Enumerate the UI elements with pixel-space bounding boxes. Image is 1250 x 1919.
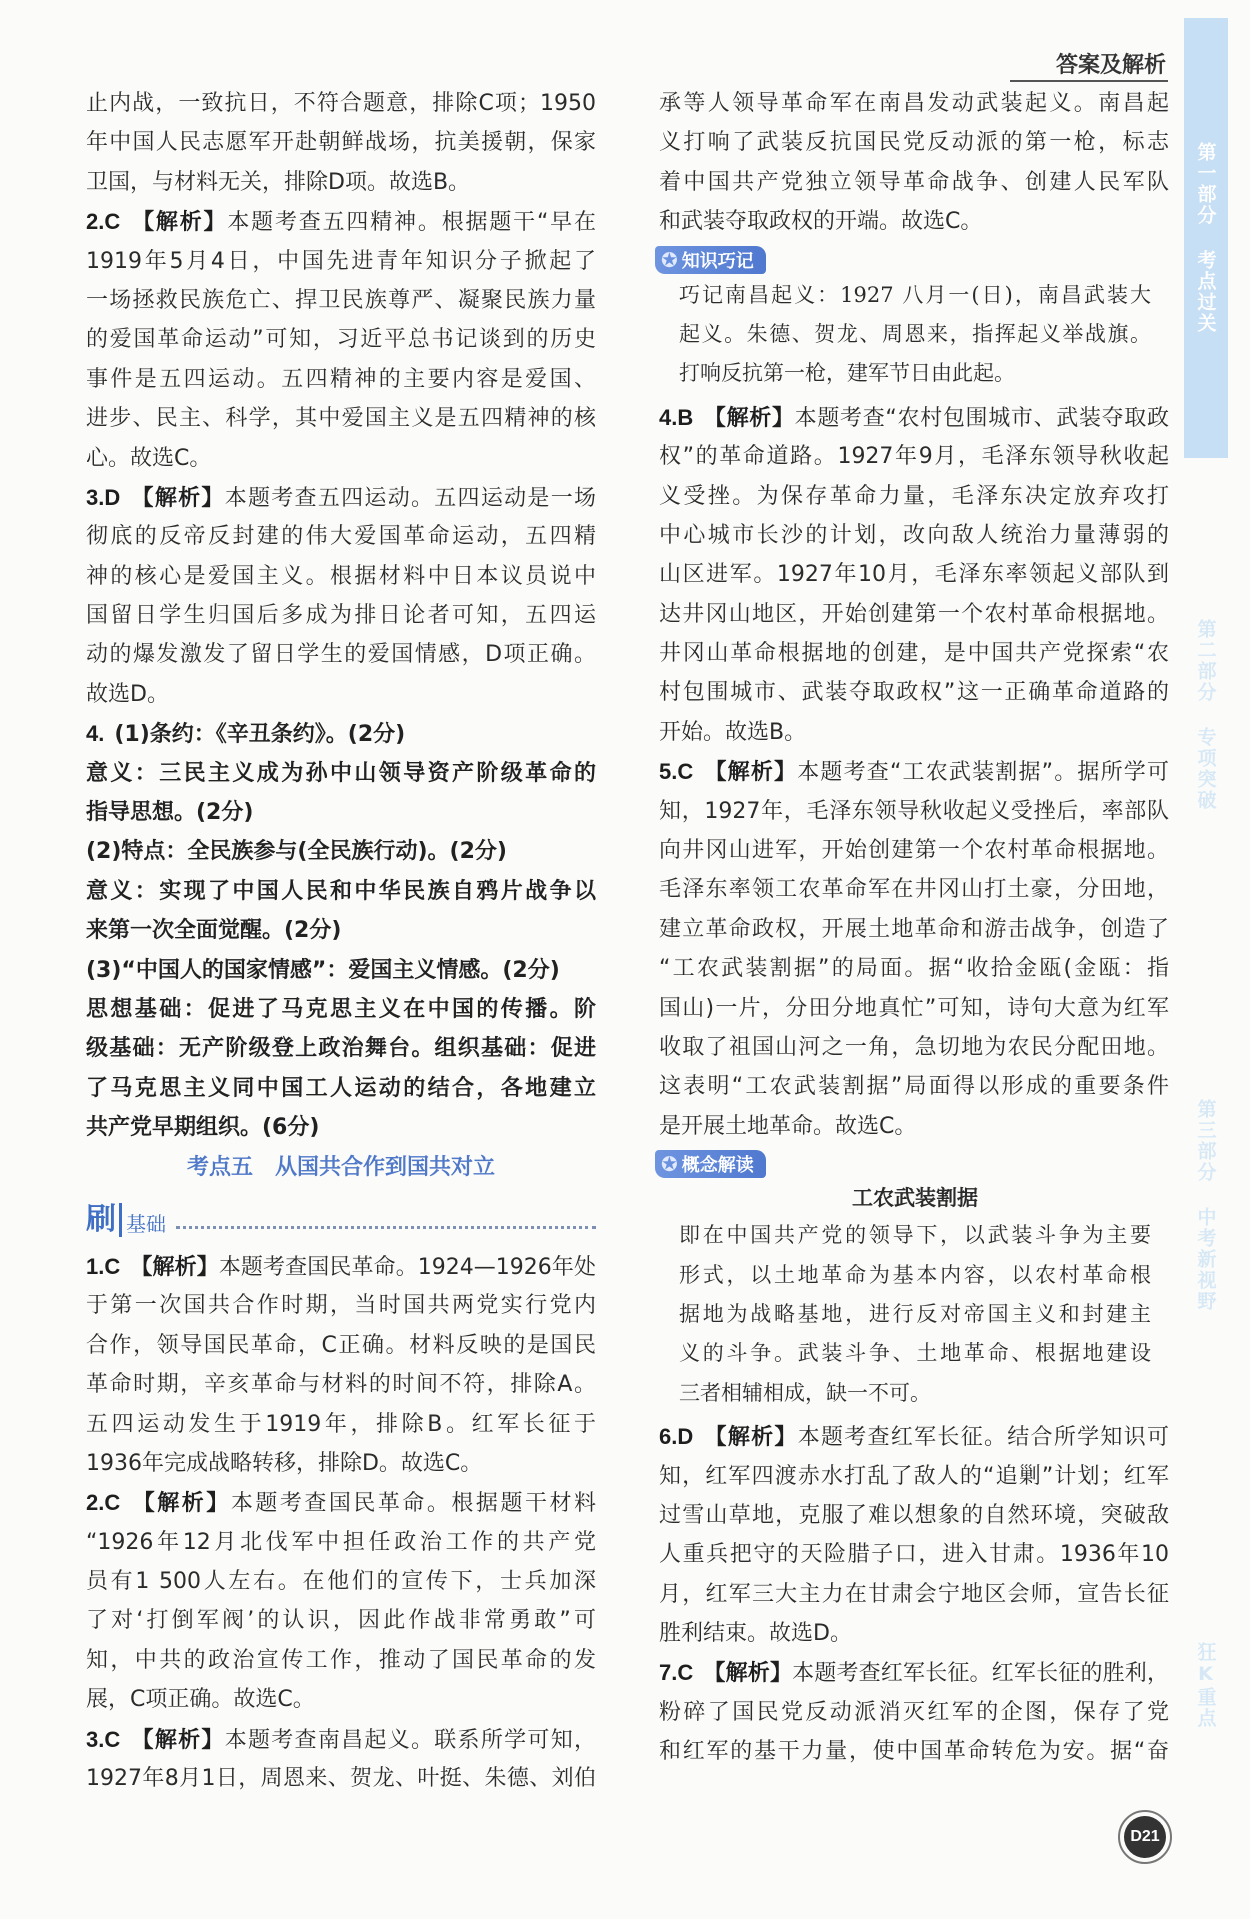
text-line: 毛泽东率领工农革命军在井冈山打土豪，分田地， bbox=[659, 877, 1169, 903]
analysis-tag: 【解析】 bbox=[703, 405, 795, 431]
text-line: 神的核心是爱国主义。根据材料中日本议员说中 bbox=[86, 563, 596, 589]
analysis-tag: 【解析】 bbox=[130, 485, 225, 511]
analysis-tag: 【解析】 bbox=[703, 1661, 793, 1687]
text-line: 思想基础：促进了马克思主义在中国的传播。阶 bbox=[86, 996, 596, 1022]
text-line: 事件是五四运动。五四精神的主要内容是爱国、 bbox=[86, 366, 596, 392]
text-line: “1926年12月北伐军中担任政治工作的共产党 bbox=[86, 1529, 596, 1555]
text-line: 合作，领导国民革命，C正确。材料反映的是国民 bbox=[86, 1332, 596, 1358]
text-line: 人重兵把守的天险腊子口，进入甘肃。1936年10 bbox=[659, 1542, 1169, 1568]
text-line: 动的爆发激发了留日学生的爱国情感，D项正确。 bbox=[86, 642, 596, 668]
text-line: 指导思想。(2分) bbox=[86, 800, 254, 826]
text-line: 打响反抗第一枪，建军节日由此起。 bbox=[679, 361, 1015, 386]
text-line: 的爱国革命运动”可知，习近平总书记谈到的历史 bbox=[86, 327, 596, 353]
text-line: 权”的革命道路。1927年9月，毛泽东领导秋收起 bbox=[659, 444, 1169, 470]
answer-item bbox=[86, 478, 596, 714]
text-line: 1936年完成战略转移，排除D。故选C。 bbox=[86, 1450, 483, 1476]
text-line: 村包围城市、武装夺取政权”这一正确革命道路的 bbox=[659, 680, 1169, 706]
text-line: “工农武装割据”的局面。据“收拾金瓯(金瓯：指 bbox=[659, 956, 1169, 982]
line-text: 本题考查“农村包围城市、武装夺取政 bbox=[794, 405, 1169, 431]
text-line: 知，红军四渡赤水打乱了敌人的“追剿”计划；红军 bbox=[659, 1463, 1169, 1489]
line-text: 本题考查五四精神。根据题干“早在 bbox=[227, 210, 596, 236]
text-line: (2)特点：全民族参与(全民族行动)。(2分) bbox=[86, 839, 507, 865]
text-line: 义打响了武装反抗国民党反动派的第一枪，标志 bbox=[659, 130, 1169, 156]
star-icon: ✪ bbox=[661, 247, 678, 272]
text-line: 山区进军。1927年10月，毛泽东率领起义部队到 bbox=[659, 562, 1169, 588]
text-line bbox=[86, 1247, 596, 1286]
page-number-badge bbox=[1118, 1810, 1172, 1864]
analysis-tag: 【解析】 bbox=[130, 1491, 231, 1517]
memory-tip bbox=[659, 276, 1169, 394]
answer-item bbox=[86, 1483, 596, 1719]
text-line: 是开展土地革命。故选C。 bbox=[659, 1113, 917, 1139]
answer-number: 1.C bbox=[86, 1253, 121, 1279]
line-text: 本题考查红军长征。结合所学知识可 bbox=[797, 1425, 1169, 1451]
text-line: 起义。朱德、贺龙、周恩来，指挥起义举战旗。 bbox=[679, 321, 1151, 346]
tip-badge bbox=[655, 1150, 766, 1178]
section-title: 考点五 从国共合作到国共对立 bbox=[186, 1154, 495, 1180]
tip-badge bbox=[655, 246, 766, 274]
text-line: 义受挫。为保存革命力量，毛泽东决定放弃攻打 bbox=[659, 483, 1169, 509]
text-line bbox=[86, 714, 596, 753]
text-line: 国留日学生归国后多成为排日论者可知，五四运 bbox=[86, 603, 596, 629]
text-line: 承等人领导革命军在南昌发动武装起义。南昌起 bbox=[659, 91, 1169, 116]
text-line: 据地为战略基地，进行反对帝国主义和封建主 bbox=[679, 1301, 1151, 1326]
text-line: 和武装夺取政权的开端。故选C。 bbox=[659, 209, 983, 235]
text-line: 意义：实现了中国人民和中华民族自鸦片战争以 bbox=[86, 878, 596, 904]
answer-number: 2.C bbox=[86, 209, 121, 235]
answer-number: 4. bbox=[86, 721, 105, 747]
concept-title: 工农武装割据 bbox=[852, 1186, 978, 1211]
text-line: 这表明“工农武装割据”局面得以形成的重要条件 bbox=[659, 1074, 1169, 1100]
text-line: 止内战，一致抗日，不符合题意，排除C项；1950 bbox=[86, 91, 596, 116]
text-line: 年中国人民志愿军开赴朝鲜战场，抗美援朝，保家 bbox=[86, 130, 596, 156]
answer-item bbox=[659, 398, 1169, 753]
answer-item bbox=[86, 714, 596, 1147]
analysis-tag: 【解析】 bbox=[703, 760, 798, 786]
text-line: 卫国，与材料无关，排除D项。故选B。 bbox=[86, 169, 471, 195]
line-text: 本题考查南昌起义。联系所学可知， bbox=[224, 1727, 596, 1753]
text-line: 和红军的基干力量，使中国革命转危为安。据“奋 bbox=[659, 1739, 1169, 1765]
text-line bbox=[86, 1720, 596, 1759]
tip-badge-label: 概念解读 bbox=[681, 1155, 754, 1177]
answer-item bbox=[659, 752, 1169, 1146]
text-line: 着中国共产党独立领导革命战争、创建人民军队 bbox=[659, 169, 1169, 195]
text-line: 国山)一片，分田分地真忙”可知，诗句大意为红军 bbox=[659, 995, 1169, 1021]
line-text: 本题考查国民革命。1924—1926年处 bbox=[218, 1254, 596, 1280]
header-divider bbox=[1010, 80, 1168, 82]
text-line: 级基础：无产阶级登上政治舞台。组织基础：促进 bbox=[86, 1036, 596, 1062]
text-line: 展，C项正确。故选C。 bbox=[86, 1687, 315, 1713]
text-line bbox=[86, 1483, 596, 1522]
answer-number: 3.D bbox=[86, 484, 121, 510]
text-line: 1919年5月4日，中国先进青年知识分子掀起了 bbox=[86, 248, 596, 274]
text-line: 即在中国共产党的领导下，以武装斗争为主要 bbox=[679, 1223, 1151, 1248]
basics-label: 基础 bbox=[126, 1211, 166, 1236]
text-line: 五四运动发生于1919年，排除B。红军长征于 bbox=[86, 1411, 596, 1437]
page-number: D21 bbox=[1124, 1816, 1166, 1858]
left-column bbox=[86, 84, 596, 1798]
text-line bbox=[86, 478, 596, 517]
text-line: (3)“中国人的国家情感”：爱国主义情感。(2分) bbox=[86, 957, 560, 983]
answer-number: 5.C bbox=[659, 759, 694, 785]
star-icon: ✪ bbox=[661, 1152, 678, 1177]
right-column bbox=[659, 84, 1169, 1772]
text-line: 收取了祖国山河之一角，急切地为农民分配田地。 bbox=[659, 1034, 1169, 1060]
practice-label: 刷 bbox=[86, 1203, 122, 1237]
answer-number: 4.B bbox=[659, 404, 694, 430]
side-tab[interactable]: 狂K重点 bbox=[1194, 1641, 1217, 1729]
text-line: 月，红军三大主力在甘肃会宁地区会师，宣告长征 bbox=[659, 1581, 1169, 1607]
concept-box bbox=[659, 1180, 1169, 1413]
analysis-tag: 【解析】 bbox=[130, 1254, 219, 1280]
text-line: 中心城市长沙的计划，改向敌人统治力量薄弱的 bbox=[659, 522, 1169, 548]
text-line: 形式，以土地革命为基本内容，以农村革命根 bbox=[679, 1262, 1151, 1287]
side-tab[interactable]: 第三部分 中考新视野 bbox=[1194, 1098, 1217, 1312]
analysis-tag: 【解析】 bbox=[703, 1425, 798, 1451]
answer-item bbox=[86, 202, 596, 478]
analysis-tag: 【解析】 bbox=[130, 1727, 225, 1753]
text-line: 井冈山革命根据地的创建，是中国共产党探索“农 bbox=[659, 641, 1169, 667]
text-line: 了马克思主义同中国工人运动的结合，各地建立 bbox=[86, 1075, 596, 1101]
side-tab[interactable]: 第一部分 考点过关 bbox=[1184, 18, 1228, 458]
text-line: 意义：三民主义成为孙中山领导资产阶级革命的 bbox=[86, 760, 596, 786]
section-header: 答案及解析 bbox=[1055, 53, 1166, 78]
text-line: 过雪山草地，克服了难以想象的自然环境，突破敌 bbox=[659, 1502, 1169, 1528]
text-line: 进步、民主、科学，其中爱国主义是五四精神的核 bbox=[86, 406, 596, 432]
side-tab[interactable]: 第二部分 专项突破 bbox=[1194, 619, 1217, 811]
answer-number: 6.D bbox=[659, 1424, 694, 1450]
text-line: 员有1 500人左右。在他们的宣传下，士兵加深 bbox=[86, 1569, 596, 1595]
answer-item bbox=[659, 1653, 1169, 1771]
answer-number: 7.C bbox=[659, 1660, 694, 1686]
text-line: 故选D。 bbox=[86, 681, 169, 707]
line-text: 本题考查“工农武装割据”。据所学可 bbox=[797, 760, 1169, 786]
text-line: 了对‘打倒军阀’的认识，因此作战非常勇敢”可 bbox=[86, 1608, 596, 1634]
line-text: 本题考查五四运动。五四运动是一场 bbox=[224, 485, 596, 511]
answer-item bbox=[659, 1417, 1169, 1653]
text-line: 于第一次国共合作时期，当时国共两党实行党内 bbox=[86, 1293, 596, 1319]
line-text: (1)条约：《辛丑条约》。(2分) bbox=[114, 722, 406, 748]
text-line: 来第一次全面觉醒。(2分) bbox=[86, 918, 342, 944]
text-line: 建立革命政权，开展土地革命和游击战争，创造了 bbox=[659, 916, 1169, 942]
text-line: 达井冈山地区，开始创建第一个农村革命根据地。 bbox=[659, 601, 1169, 627]
dotted-divider bbox=[176, 1226, 596, 1229]
text-line: 三者相辅相成，缺一不可。 bbox=[679, 1380, 931, 1405]
text-line: 向井冈山进军，开始创建第一个农村革命根据地。 bbox=[659, 838, 1169, 864]
text-line: 彻底的反帝反封建的伟大爱国革命运动，五四精 bbox=[86, 524, 596, 550]
text-line bbox=[659, 1653, 1169, 1692]
text-line bbox=[659, 752, 1169, 791]
text-line bbox=[86, 202, 596, 241]
text-line: 1927年8月1日，周恩来、贺龙、叶挺、朱德、刘伯 bbox=[86, 1766, 596, 1792]
line-text: 本题考查国民革命。根据题干材料 bbox=[230, 1491, 596, 1517]
text-line: 知，1927年，毛泽东领导秋收起义受挫后，率部队 bbox=[659, 798, 1169, 824]
text-line: 开始。故选B。 bbox=[659, 719, 807, 745]
text-line: 一场拯救民族危亡、捍卫民族尊严、凝聚民族力量 bbox=[86, 287, 596, 313]
text-line: 心。故选C。 bbox=[86, 445, 212, 471]
text-line: 知，中共的政治宣传工作，推动了国民革命的发 bbox=[86, 1647, 596, 1673]
text-line: 巧记南昌起义：1927 八月一(日)，南昌武装大 bbox=[679, 282, 1151, 307]
text-line: 共产党早期组织。(6分) bbox=[86, 1115, 320, 1141]
analysis-tag: 【解析】 bbox=[130, 210, 228, 236]
answer-number: 2.C bbox=[86, 1490, 121, 1516]
text-line: 革命时期，辛亥革命与材料的时间不符，排除A。 bbox=[86, 1372, 596, 1398]
tip-badge-label: 知识巧记 bbox=[681, 250, 754, 272]
text-line: 胜利结束。故选D。 bbox=[659, 1621, 852, 1647]
answer-continuation bbox=[86, 84, 596, 202]
answer-continuation bbox=[659, 84, 1169, 242]
text-line bbox=[659, 398, 1169, 437]
text-line bbox=[659, 1417, 1169, 1456]
line-text: 本题考查红军长征。红军长征的胜利， bbox=[792, 1661, 1169, 1687]
practice-basics-header bbox=[86, 1197, 596, 1237]
text-line: 义的斗争。武装斗争、土地革命、根据地建设 bbox=[679, 1341, 1151, 1366]
answer-number: 3.C bbox=[86, 1726, 121, 1752]
text-line: 粉碎了国民党反动派消灭红军的企图，保存了党 bbox=[659, 1699, 1169, 1725]
answer-item bbox=[86, 1247, 596, 1483]
answer-item bbox=[86, 1720, 596, 1799]
